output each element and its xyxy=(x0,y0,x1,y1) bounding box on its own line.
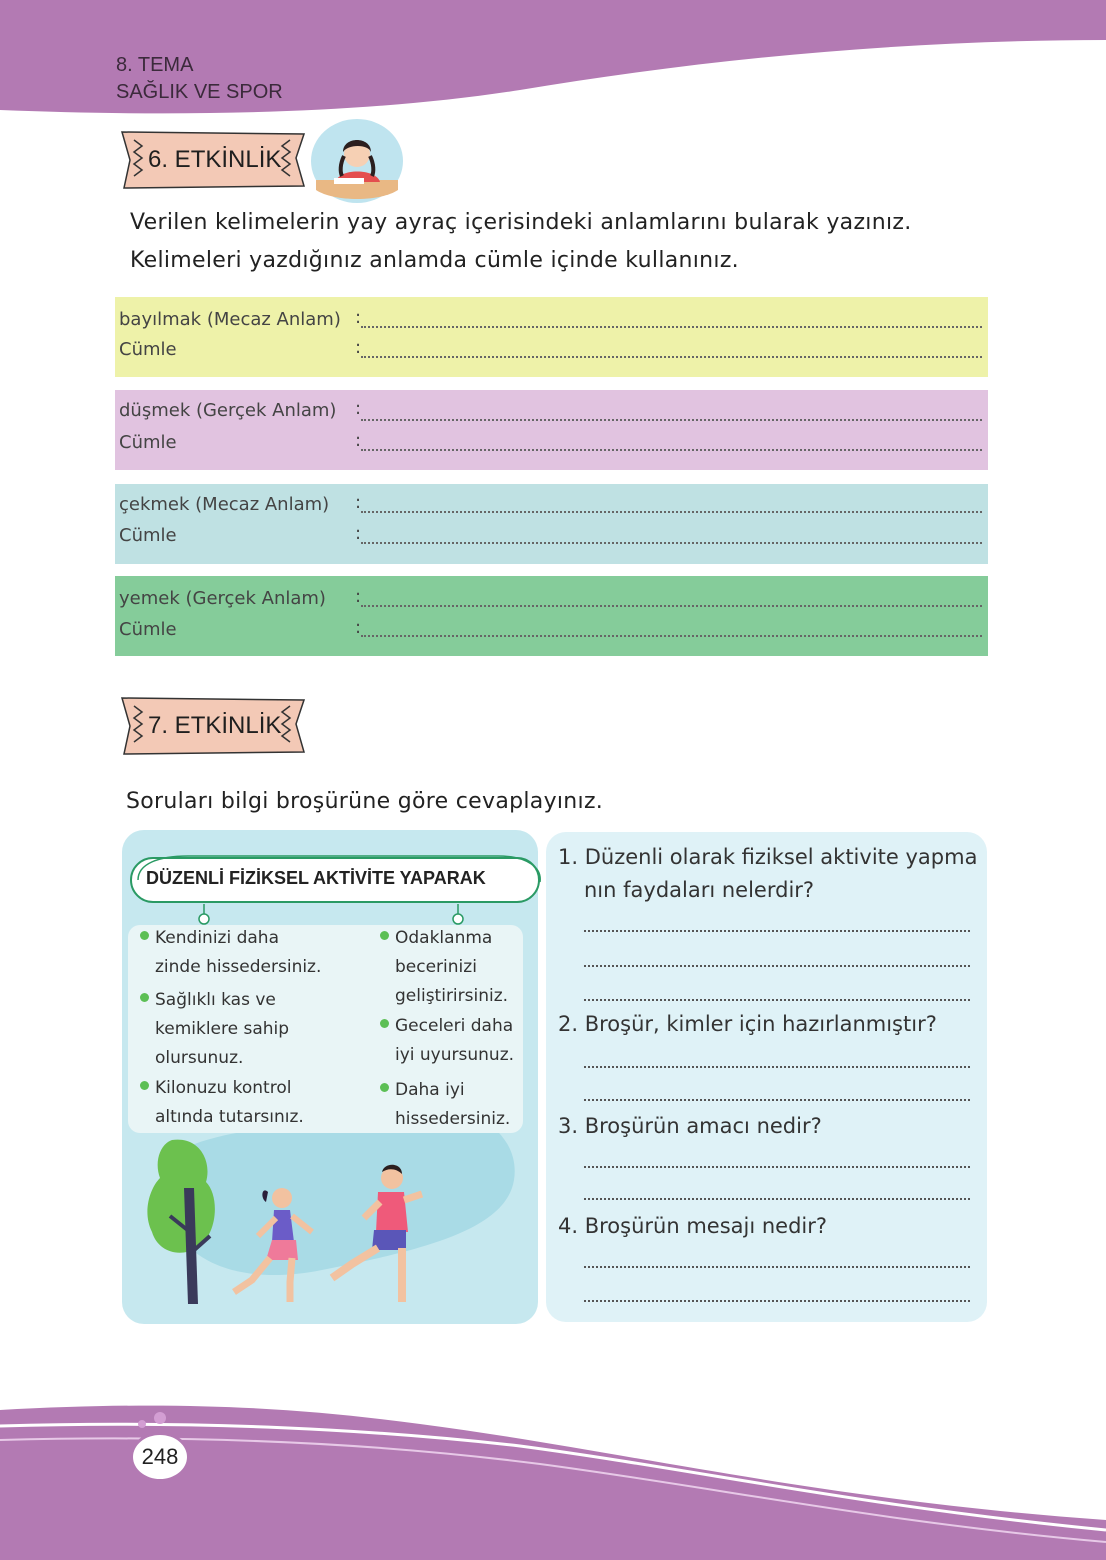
bullet-dot-icon xyxy=(140,993,149,1002)
answer-line[interactable] xyxy=(361,511,982,513)
answer-line[interactable] xyxy=(584,1300,970,1302)
bullet-dot-icon xyxy=(380,1019,389,1028)
sentence-line[interactable] xyxy=(361,356,982,358)
theme-title: SAĞLIK VE SPOR xyxy=(116,81,283,103)
activity-7-label: 7. ETKİNLİK xyxy=(148,712,282,739)
sentence-line[interactable] xyxy=(361,542,982,544)
brochure-item-6: Daha iyi hissedersiniz. xyxy=(380,1076,510,1134)
sentence-label: Cümle xyxy=(119,339,177,360)
answer-line[interactable] xyxy=(361,419,982,421)
activity-6-instruction-line2: Kelimeleri yazdığınız anlamda cümle içinde kullanınız. xyxy=(130,248,739,273)
sentence-label: Cümle xyxy=(119,619,177,640)
brochure-item-5: Geceleri daha iyi uyursunuz. xyxy=(380,1012,514,1070)
sentence-label: Cümle xyxy=(119,525,177,546)
word-label: bayılmak (Mecaz Anlam) xyxy=(119,309,341,330)
runners-illustration xyxy=(140,1132,440,1322)
girl-writing-illustration xyxy=(310,118,404,204)
brochure-item-2: Sağlıklı kas ve kemiklere sahip olursunuz. xyxy=(140,986,289,1073)
word-label: çekmek (Mecaz Anlam) xyxy=(119,494,330,515)
activity-6-instruction-line1: Verilen kelimelerin yay ayraç içerisindeki anlamlarını bularak yazınız. xyxy=(130,210,912,235)
bullet-dot-icon xyxy=(380,931,389,940)
sentence-label: Cümle xyxy=(119,432,177,453)
activity-7-instruction: Soruları bilgi broşürüne göre cevaplayınız. xyxy=(126,789,604,814)
questions-panel xyxy=(546,832,987,1322)
meaning-row-yemek: yemek (Gerçek Anlam) : Cümle : xyxy=(115,576,988,656)
answer-line[interactable] xyxy=(584,999,970,1001)
answer-line[interactable] xyxy=(361,326,982,328)
bullet-dot-icon xyxy=(380,1083,389,1092)
theme-heading xyxy=(116,52,283,106)
word-label: düşmek (Gerçek Anlam) xyxy=(119,400,337,421)
answer-line[interactable] xyxy=(584,1198,970,1200)
answer-line[interactable] xyxy=(584,965,970,967)
brochure-item-4: Odaklanma becerinizi geliştirirsiniz. xyxy=(380,924,508,1011)
answer-line[interactable] xyxy=(584,1166,970,1168)
answer-line[interactable] xyxy=(361,605,982,607)
answer-line[interactable] xyxy=(584,1066,970,1068)
brochure-item-3: Kilonuzu kontrol altında tutarsınız. xyxy=(140,1074,304,1132)
theme-number: 8. TEMA xyxy=(116,54,194,76)
brochure-title: DÜZENLİ FİZİKSEL AKTİVİTE YAPARAK xyxy=(146,868,486,888)
sentence-line[interactable] xyxy=(361,449,982,451)
activity-6-label: 6. ETKİNLİK xyxy=(148,146,282,173)
word-label: yemek (Gerçek Anlam) xyxy=(119,588,326,609)
question-1-line2: nın faydaları nelerdir? xyxy=(584,878,815,902)
question-2: 2. Broşür, kimler için hazırlanmıştır? xyxy=(558,1012,937,1036)
sentence-line[interactable] xyxy=(361,635,982,637)
bullet-dot-icon xyxy=(140,931,149,940)
page-number: 248 xyxy=(130,1432,190,1482)
meaning-row-cekmek: çekmek (Mecaz Anlam) : Cümle : xyxy=(115,484,988,564)
question-1-line1: 1. Düzenli olarak fiziksel aktivite yapma xyxy=(558,845,978,869)
answer-line[interactable] xyxy=(584,1266,970,1268)
meaning-row-bayilmak: bayılmak (Mecaz Anlam) : Cümle : xyxy=(115,297,988,377)
answer-line[interactable] xyxy=(584,930,970,932)
question-3: 3. Broşürün amacı nedir? xyxy=(558,1114,822,1138)
meaning-row-dusmek: düşmek (Gerçek Anlam) : Cümle : xyxy=(115,390,988,470)
answer-line[interactable] xyxy=(584,1099,970,1101)
bullet-dot-icon xyxy=(140,1081,149,1090)
question-4: 4. Broşürün mesajı nedir? xyxy=(558,1214,828,1238)
brochure-item-1: Kendinizi daha zinde hissedersiniz. xyxy=(140,924,321,982)
